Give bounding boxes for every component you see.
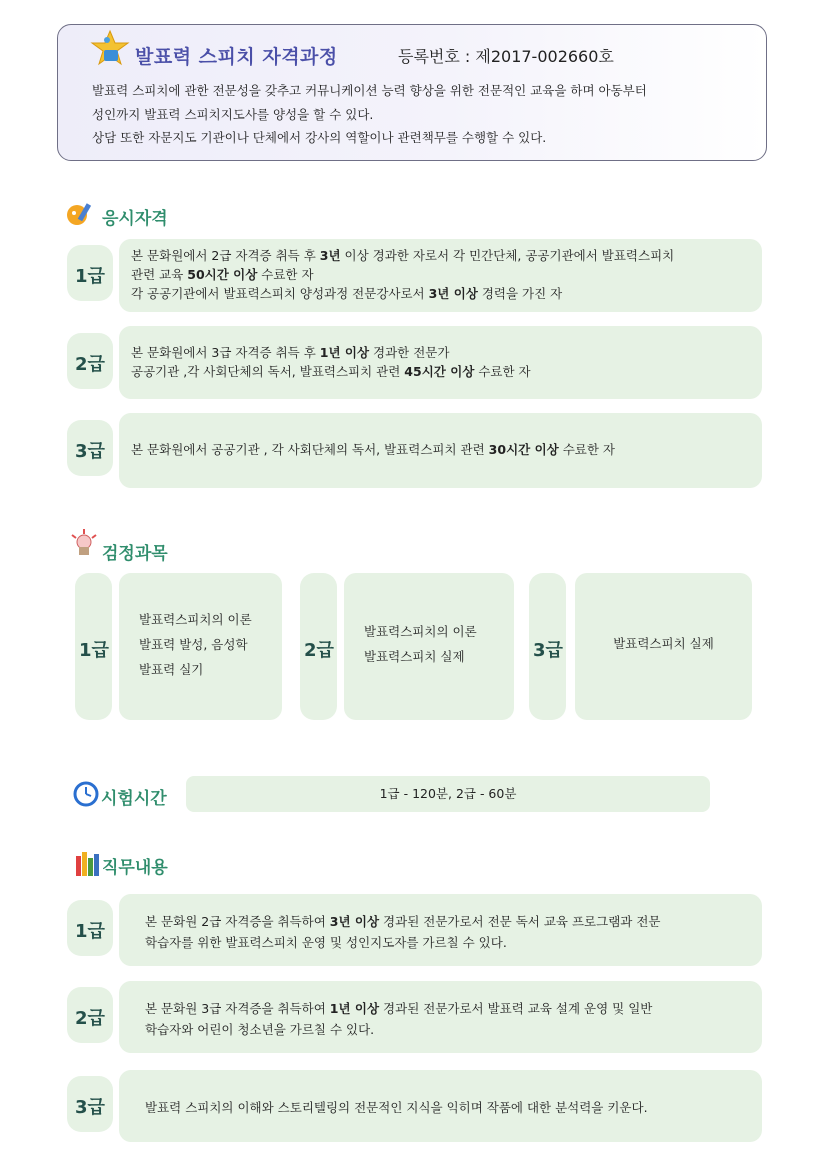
text-segment: 수료한 자: [558, 442, 615, 457]
text-segment: 본 문화원에서 2급 자격증 취득 후: [131, 248, 320, 263]
subject-line: 발표력 발성, 음성학: [139, 637, 248, 652]
text-line: [145, 932, 660, 953]
text-line: [131, 440, 615, 459]
subject-line: 발표력스피치 실제: [613, 636, 714, 651]
bold-text: 30시간 이상: [488, 442, 559, 457]
exam-time-value: 1급 - 120분, 2급 - 60분: [379, 786, 517, 801]
qualification-text: [131, 246, 674, 303]
subject-panel-2: [344, 573, 514, 720]
intro-line: 발표력 스피치에 관한 전문성을 갖추고 커뮤니케이션 능력 향상을 위한 전문적인 교육을 하며 아동부터: [92, 83, 647, 98]
grade-label: 1급: [79, 640, 109, 661]
text-line: [145, 998, 652, 1019]
bold-text: 3년 이상: [329, 914, 380, 929]
grade-label: 1급: [75, 266, 105, 287]
registration-number: 등록번호 : 제2017-002660호: [398, 47, 614, 66]
section-title-duties: 직무내용: [102, 858, 168, 878]
text-segment: 공공기관 ,각 사회단체의 독서, 발표력스피치 관련: [131, 364, 405, 379]
text-segment: 경과한 전문가: [369, 345, 450, 360]
text-segment: 학습자를 위한 발표력스피치 운영 및 성인지도자를 가르칠 수 있다.: [145, 935, 507, 950]
grade-label: 3급: [75, 1097, 105, 1118]
text-segment: 이상 경과한 자로서 각 민간단체, 공공기관에서 발표력스피치: [340, 248, 675, 263]
duty-text: [145, 1097, 648, 1118]
duty-panel-1: [119, 894, 762, 966]
text-line: [145, 1097, 648, 1118]
star-icon: [90, 28, 130, 68]
duty-text: [145, 911, 660, 953]
text-segment: 본 문화원 2급 자격증을 취득하여: [145, 914, 330, 929]
text-segment: 경력을 가진 자: [477, 286, 563, 301]
duty-text: [145, 998, 652, 1040]
bold-text: 1년 이상: [329, 1001, 380, 1016]
text-segment: 수료한 자: [474, 364, 531, 379]
exam-time-panel: [186, 776, 710, 812]
pencil-icon: [66, 201, 94, 227]
grade-label: 2급: [304, 640, 334, 661]
section-title-qualification: 응시자격: [102, 209, 168, 229]
intro-line: 상담 또한 자문지도 기관이나 단체에서 강사의 역할이나 관련책무를 수행할 수 있다.: [92, 130, 547, 145]
grade-label: 3급: [75, 441, 105, 462]
text-segment: 경과된 전문가로서 전문 독서 교육 프로그램과 전문: [379, 914, 661, 929]
text-line: [131, 265, 674, 284]
section-title-subjects: 검정과목: [102, 544, 168, 564]
text-segment: 본 문화원 3급 자격증을 취득하여: [145, 1001, 330, 1016]
text-segment: 관련 교육: [131, 267, 188, 282]
text-line: [131, 362, 531, 381]
qualification-panel-1: [119, 239, 762, 312]
subject-line: 발표력스피치의 이론: [139, 612, 252, 627]
intro-line: 성인까지 발표력 스피치지도사를 양성을 할 수 있다.: [92, 107, 374, 122]
text-segment: 각 공공기관에서 발표력스피치 양성과정 전문강사로서: [131, 286, 429, 301]
text-line: [145, 911, 660, 932]
qualification-text: [131, 440, 615, 459]
subject-line: 발표력스피치의 이론: [364, 624, 477, 639]
clock-icon: [73, 781, 99, 807]
text-segment: 발표력 스피치의 이해와 스토리텔링의 전문적인 지식을 익히며 작품에 대한 분석력을 키운다.: [145, 1100, 648, 1115]
text-line: [131, 246, 674, 265]
qualification-text: [131, 343, 531, 381]
text-segment: 경과된 전문가로서 발표력 교육 설계 운영 및 일반: [379, 1001, 653, 1016]
subject-line: 발표력스피치 실제: [364, 649, 465, 664]
qualification-panel-3: [119, 413, 762, 488]
grade-label: 2급: [75, 354, 105, 375]
crayons-icon: [74, 848, 100, 878]
grade-label: 2급: [75, 1008, 105, 1029]
bold-text: 50시간 이상: [187, 267, 258, 282]
bold-text: 3년 이상: [428, 286, 478, 301]
intro-title: 발표력 스피치 자격과정: [135, 46, 338, 68]
bold-text: 3년: [319, 248, 341, 263]
lightbulb-icon: [67, 527, 101, 557]
duty-panel-3: [119, 1070, 762, 1142]
subject-panel-1: [119, 573, 282, 720]
qualification-panel-2: [119, 326, 762, 399]
text-line: [131, 343, 531, 362]
text-segment: 본 문화원에서 3급 자격증 취득 후: [131, 345, 320, 360]
bold-text: 45시간 이상: [404, 364, 475, 379]
text-line: [131, 284, 674, 303]
subject-panel-3: [575, 573, 752, 720]
subject-line: 발표력 실기: [139, 662, 204, 677]
text-segment: 학습자와 어린이 청소년을 가르칠 수 있다.: [145, 1022, 375, 1037]
text-segment: 본 문화원에서 공공기관 , 각 사회단체의 독서, 발표력스피치 관련: [131, 442, 489, 457]
bold-text: 1년 이상: [319, 345, 370, 360]
grade-label: 1급: [75, 921, 105, 942]
text-segment: 수료한 자: [257, 267, 314, 282]
text-line: [145, 1019, 652, 1040]
duty-panel-2: [119, 981, 762, 1053]
grade-label: 3급: [533, 640, 563, 661]
section-title-exam-time: 시험시간: [101, 789, 167, 809]
